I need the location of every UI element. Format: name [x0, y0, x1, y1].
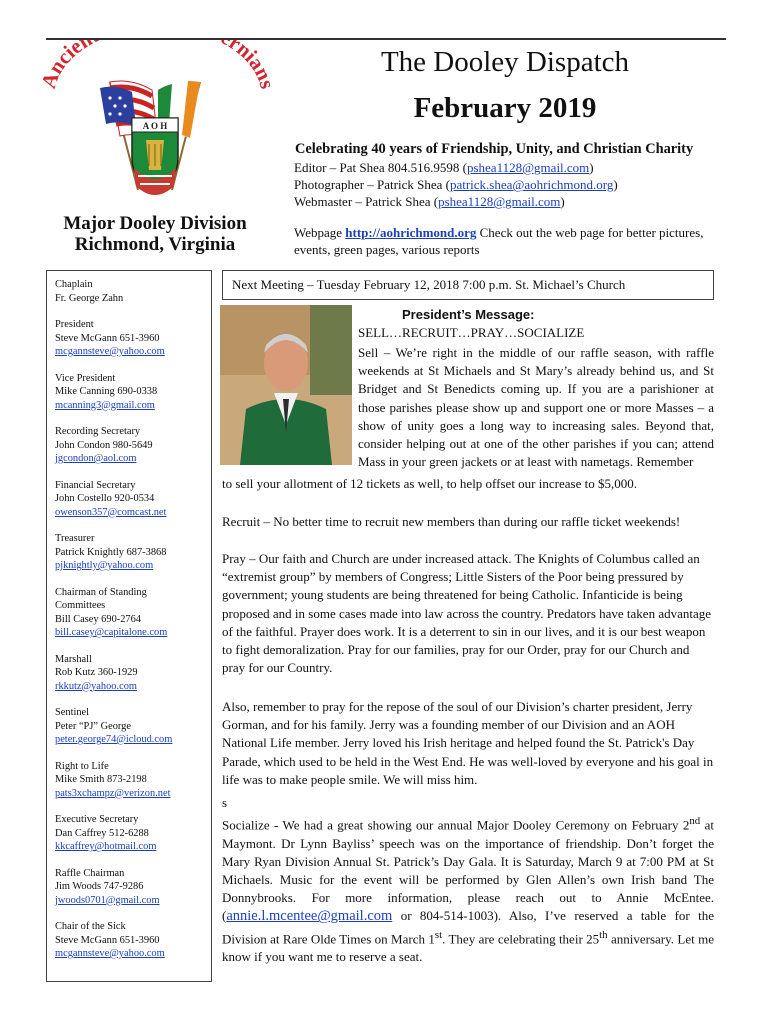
officer-role: Sentinel: [55, 707, 90, 718]
officer-role: Marshall: [55, 653, 92, 665]
officer-role: Chair of the Sick: [55, 921, 126, 932]
officer-entry: [55, 813, 205, 854]
memorial-paragraph: Also, remember to pray for the repose of the soul of our Division’s charter president, Jerry Gorman, and for his family. Jerry was a founding member of our Division and an AOH National Life member. Jerry loved his Irish heritage and helped found the St. Patrick's Day Parade, which used to be held in the West End. He was well-loved by everyone and his goal in life was to make people smile. We will miss him.: [222, 699, 714, 787]
sell-paragraph-end: to sell your allotment of 12 tickets as well, to help offset our increase to $5,000.: [222, 476, 637, 491]
officer-entry: [55, 318, 205, 359]
editor-line: Editor – Pat Shea 804.516.9598 (pshea1128@gmail.com): [294, 160, 594, 175]
officer-role: Chaplain: [55, 279, 93, 290]
officers-sidebar: [46, 270, 212, 982]
division-line1: Major Dooley Division: [63, 213, 247, 234]
recruit-paragraph: Recruit – No better time to recruit new members than during our raffle ticket weekends!: [222, 514, 681, 529]
webmaster-email-link[interactable]: pshea1128@gmail.com: [438, 194, 561, 209]
stray-character: s: [222, 795, 228, 810]
officer-entry: [55, 706, 205, 747]
officer-entry: [55, 479, 205, 520]
officer-name: Rob Kutz 360-1929: [55, 667, 138, 678]
officer-name: Steve McGann 651-3960: [55, 332, 160, 344]
officer-name: Patrick Knightly 687-3868: [55, 546, 167, 558]
officer-entry: [55, 532, 205, 573]
officer-name: Peter “PJ” George: [55, 720, 131, 732]
website-link[interactable]: http://aohrichmond.org: [345, 225, 477, 240]
officer-email-link[interactable]: mcgannsteve@yahoo.com: [55, 346, 165, 357]
webpage-note: Webpage http://aohrichmond.org Check out the web page for better pictures, events, green pages, various reports: [294, 225, 704, 257]
officer-entry: [55, 425, 205, 466]
svg-text:A O H: A O H: [142, 121, 168, 131]
division-line2: Richmond, Virginia: [74, 234, 236, 255]
photographer-line: Photographer – Patrick Shea (patrick.shea@aohrichmond.org): [294, 177, 618, 192]
presidents-message-heading: President’s Message:: [402, 307, 535, 322]
officer-name: Fr. George Zahn: [55, 292, 124, 304]
president-photo: [220, 305, 352, 465]
aoh-logo: [40, 40, 270, 215]
sell-paragraph: Sell – We’re right in the middle of our raffle season, with raffle weekends at St Michaels and St Mary’s already behind us, and St Bridget and St Benedicts coming up. If you are a parishioner at those parishes please show up and support one or more Masses – a show of unity goes a long way to increasing sales. Beyond that, consider helping out at one of the other parishes if you can; attend Mass in your green jackets or at least with nametags. Remember: [358, 345, 714, 470]
officer-role: President: [55, 319, 94, 330]
officer-name: Jim Woods 747-9286: [55, 881, 144, 892]
officer-name: Dan Caffrey 512-6288: [55, 827, 149, 839]
officer-email-link[interactable]: rkkutz@yahoo.com: [55, 680, 137, 692]
officer-entry: [55, 867, 205, 908]
officer-role: Recording Secretary: [55, 426, 141, 437]
photographer-email-link[interactable]: patrick.shea@aohrichmond.org: [449, 177, 614, 192]
officer-name: Mike Smith 873-2198: [55, 774, 147, 785]
officer-role: Vice President: [55, 372, 116, 384]
message-subheading: SELL…RECRUIT…PRAY…SOCIALIZE: [358, 325, 585, 340]
officer-role: Right to Life: [55, 760, 109, 772]
officer-email-link[interactable]: kkcaffrey@hotmail.com: [55, 841, 157, 852]
officer-email-link[interactable]: pats3xchampz@verizon.net: [55, 787, 171, 799]
socialize-paragraph: Socialize - We had a great showing our annual Major Dooley Ceremony on February 2nd at Maymont. Dr Lynn Bayliss’ speech was on the importance of friendship. Don’t forget the Mary Ryan Division Annual St. Patrick’s Day Gala. It is Saturday, March 9 at 7:00 PM at St Michaels. Music for the event will be performed by Glen Allen’s own Irish band The Donnybrooks. For more information, please reach out to Annie McEntee. (annie.l.mcentee@gmail.com or 804-514-1003). Also, I’ve reserved a table for the Division at Rare Olde Times on March 1st. They are celebrating their 25th anniversary. Let me know if you want me to reserve a seat.: [222, 815, 714, 965]
officer-email-link[interactable]: owenson357@comcast.net: [55, 506, 167, 518]
officer-role: Financial Secretary: [55, 479, 136, 491]
issue-date: February 2019: [413, 92, 597, 124]
officer-email-link[interactable]: mcanning3@gmail.com: [55, 399, 155, 411]
officer-email-link[interactable]: peter.george74@icloud.com: [55, 734, 173, 745]
officer-name: John Condon 980-5649: [55, 439, 153, 451]
officer-name: Bill Casey 690-2764: [55, 613, 142, 625]
newsletter-title: The Dooley Dispatch: [380, 46, 630, 78]
officer-entry: [55, 372, 205, 413]
officer-entry: [55, 920, 205, 961]
officer-name: Steve McGann 651-3960: [55, 934, 160, 946]
org-arc-text: ncie rnia: [43, 40, 270, 79]
webmaster-line: Webmaster – Patrick Shea (pshea1128@gmail.com): [294, 194, 565, 209]
officer-entry: [55, 760, 205, 801]
officer-entry: [55, 653, 205, 694]
next-meeting-box: Next Meeting – Tuesday February 12, 2018 7:00 p.m. St. Michael’s Church: [222, 270, 714, 300]
annie-email-link[interactable]: annie.l.mcentee@gmail.com: [226, 908, 393, 925]
officer-entry: [55, 278, 205, 305]
officer-email-link[interactable]: pjknightly@yahoo.com: [55, 560, 154, 571]
division-name: [40, 213, 270, 255]
officer-role: Treasurer: [55, 533, 95, 544]
pray-paragraph: Pray – Our faith and Church are under increased attack. The Knights of Columbus called an “extremist group” by members of Congress; Little Sisters of the Poor being pressured by government; young students are being threatened for being Catholic. Infanticide is being proposed and in some cases made into law across the country. Predators have taken advantage of the faithful. Prayer does work. It is a deterrent to sin in our lives, and it is our best weapon to fight demoralization. Pray for our families, pray for our Order, pray for our Church and pray for our Country.: [222, 551, 712, 676]
officer-role: Chairman of Standing Committees: [55, 586, 147, 611]
tagline: Celebrating 40 years of Friendship, Unity, and Christian Charity: [295, 141, 694, 157]
officer-name: Mike Canning 690-0338: [55, 386, 158, 397]
officer-email-link[interactable]: jwoods0701@gmail.com: [55, 894, 160, 906]
officer-name: John Costello 920-0534: [55, 493, 155, 504]
editor-email-link[interactable]: pshea1128@gmail.com: [466, 160, 590, 175]
officer-role: Raffle Chairman: [55, 867, 125, 879]
credits: [294, 159, 724, 210]
officer-email-link[interactable]: jgcondon@aol.com: [55, 453, 137, 464]
officer-email-link[interactable]: mcgannsteve@yahoo.com: [55, 948, 165, 959]
officer-entry: [55, 586, 205, 640]
officer-email-link[interactable]: bill.casey@capitalone.com: [55, 627, 168, 638]
officer-role: Executive Secretary: [55, 814, 139, 825]
